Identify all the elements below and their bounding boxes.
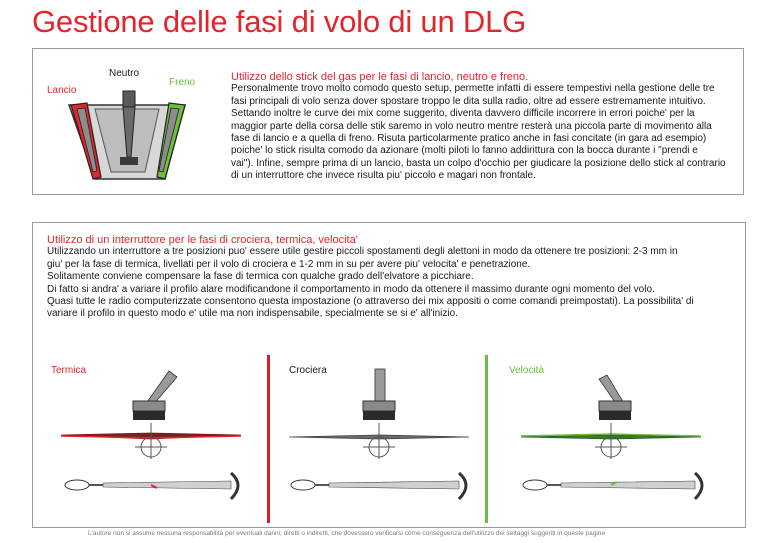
switch-description	[47, 234, 737, 321]
paragraph-line: maggior parte della corsa delle stik saremo in volo neutro mentre resterà una piccola parte di movimento alla	[231, 120, 712, 132]
paragraph-line: di un interruttore che invece risulta piu' piccolo e magari non frontale.	[231, 170, 536, 182]
crociera-diagram-icon	[279, 353, 499, 513]
panel-termica	[41, 353, 261, 513]
panel-velocita	[499, 353, 719, 513]
paragraph-line: Settando inoltre le curve dei mix come suggerito, diventa davvero difficile incorrere in errori poiche' per la	[231, 108, 695, 120]
panel-label-crociera: Crociera	[289, 365, 327, 376]
paragraph-line: Utilizzando un interruttore a tre posizioni puo' essere utile gestire piccoli spostamenti degli alettoni in modo da ottenere tre posizioni: 2-3 mm in	[47, 246, 678, 258]
gauge-label-neutro: Neutro	[109, 68, 140, 79]
paragraph-line: giu' per la fase di termica, livellati per il volo di crociera e 1-2 mm in su per avere piu' velocita' e penetrazione.	[47, 258, 531, 270]
paragraph-line: poiche' lo stick risulta comodo da azionare (molti piloti lo fanno addirittura con la bocca durante i "prendi e	[231, 145, 698, 157]
panel-crociera	[279, 353, 499, 513]
panel-label-termica: Termica	[51, 365, 87, 376]
disclaimer-footer: L'autore non si assume nessuna responsabilità per eventuali danni, diretti o indiretti, che dovessero verificarsi come conseguenza dell'utilizzo dei settaggi suggeriti in queste pagine	[88, 530, 606, 537]
paragraph-line: vai"). Infine, sempre prima di un lancio, basta un colpo d'occhio per giudicare la posizione dello stick al contrario	[231, 157, 726, 169]
paragraph-line: Quasi tutte le radio computerizzate consentono questa impostazione (o attraverso dei mix appositi o come comandi preimpostati). La possibilita' di	[47, 296, 694, 308]
paragraph-line: variare il profilo in questo modo e' utile ma non indispensabile, specialmente se si e' all'inizio.	[47, 308, 458, 320]
paragraph-line: Personalmente trovo molto comodo questo setup, permette infatti di essere tempestivi nella gestione delle tre	[231, 83, 715, 95]
velocita-diagram-icon	[499, 353, 719, 513]
gauge-label-freno: Freno	[169, 77, 196, 88]
paragraph-line: fasi principali di volo senza dover spostare troppo le dita sulla radio, oltre ad essere estremamente intuitivo.	[231, 95, 706, 107]
termica-diagram-icon	[41, 353, 261, 513]
throttle-gauge-diagram	[47, 67, 217, 187]
paragraph-line: Di fatto si andra' a variare il profilo alare modificandone il comportamento in modo da ottenere il massimo durante ogni momento del volo.	[47, 283, 655, 295]
paragraph-line: Solitamente conviene compensare la fase di termica con qualche grado dell'elvatore a picchiare.	[47, 271, 474, 283]
gauge-label-lancio: Lancio	[47, 85, 77, 96]
throttle-stick-section	[32, 48, 744, 195]
page-title: Gestione delle fasi di volo di un DLG	[32, 4, 527, 39]
section1-heading: Utilizzo dello stick del gas per le fasi di lancio, neutro e freno.	[231, 71, 529, 83]
section2-heading: Utilizzo di un interruttore per le fasi di crociera, termica, velocita'	[47, 234, 358, 246]
gauge-icon	[47, 67, 217, 187]
paragraph-line: fase di lancio e a quella di freno. Risuta particolarmente pratico anche in fasi concitate (in gara ad esempio)	[231, 133, 707, 145]
switch-section	[32, 222, 746, 528]
throttle-description	[231, 71, 731, 183]
divider-red	[267, 355, 270, 523]
panel-label-velocita: Velocità	[509, 365, 545, 376]
